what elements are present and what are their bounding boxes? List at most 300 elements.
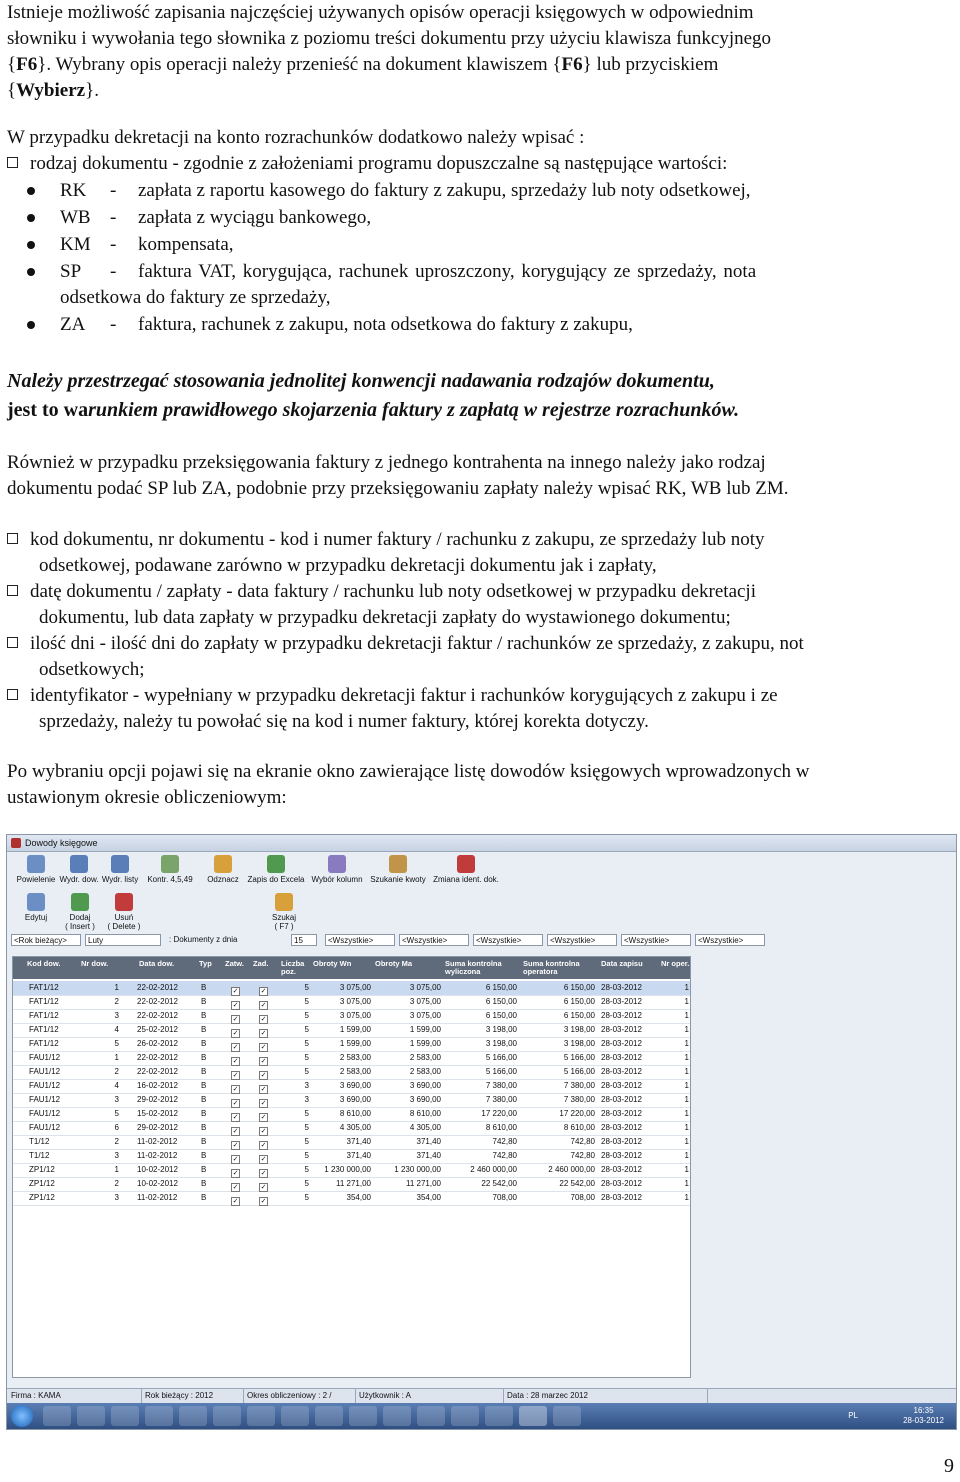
code-row-sp-continued: odsetkowa do faktury ze sprzedaży,: [60, 287, 331, 308]
table-cell: 1: [684, 1137, 689, 1146]
table-cell: 5 166,00: [563, 1067, 595, 1076]
taskbar-app-icon[interactable]: [43, 1406, 71, 1426]
table-cell: 1: [684, 1039, 689, 1048]
toolbar-button-icon: [111, 855, 129, 873]
table-cell: 2 583,00: [409, 1053, 441, 1062]
table-cell: ZP1/12: [29, 1165, 55, 1174]
table-cell: FAT1/12: [29, 1011, 59, 1020]
table-cell: 6 150,00: [563, 1011, 595, 1020]
table-row[interactable]: [13, 1051, 690, 1066]
table-row[interactable]: [13, 1107, 690, 1122]
window-title: Dowody księgowe: [25, 838, 98, 848]
taskbar-clock[interactable]: [903, 1406, 944, 1426]
table-row[interactable]: [13, 1093, 690, 1108]
action-button-label: Dodaj: [69, 913, 91, 922]
start-button-icon[interactable]: [11, 1405, 33, 1427]
rebooking-line-1: Również w przypadku przeksięgowania faktury z jednego kontrahenta na innego należy jako rodzaj: [7, 452, 766, 473]
table-cell: B: [201, 1053, 207, 1062]
table-cell: 5: [304, 1151, 309, 1160]
table-cell: 28-03-2012: [601, 983, 642, 992]
table-cell: 5: [304, 1109, 309, 1118]
filter-dropdown[interactable]: <Wszystkie>: [325, 934, 395, 946]
app-icon: [11, 838, 21, 848]
table-cell: 5: [304, 1165, 309, 1174]
table-cell: FAU1/12: [29, 1053, 61, 1062]
column-header[interactable]: Suma kontrolna operatora: [523, 959, 580, 976]
table-cell: 5 166,00: [485, 1053, 517, 1062]
table-cell: B: [201, 1179, 207, 1188]
toolbar-button-label: Wydr. listy: [101, 875, 139, 884]
table-cell: 1: [114, 1165, 119, 1174]
table-cell: 28-03-2012: [601, 1011, 642, 1020]
taskbar-app-icon[interactable]: [315, 1406, 343, 1426]
table-cell: 5: [304, 1039, 309, 1048]
table-cell: 1: [684, 1067, 689, 1076]
table-cell: 5: [304, 1025, 309, 1034]
column-header[interactable]: Zatw.: [225, 959, 244, 968]
clock-time: 16:35: [913, 1406, 934, 1415]
table-cell: 6 150,00: [563, 997, 595, 1006]
table-cell: 5: [304, 1123, 309, 1132]
toolbar-button-3[interactable]: [99, 855, 141, 884]
taskbar-word-icon[interactable]: [553, 1406, 581, 1426]
taskbar-active-app-icon[interactable]: [519, 1406, 547, 1426]
column-header[interactable]: Kod dow.: [27, 959, 61, 968]
toolbar-button-label: Powielenie: [16, 875, 56, 884]
approved-checkbox[interactable]: ✓: [232, 1114, 239, 1121]
table-cell: 3: [304, 1081, 309, 1090]
action-button-2[interactable]: [59, 893, 101, 931]
table-cell: 5: [304, 1067, 309, 1076]
column-header[interactable]: Suma kontrolna wyliczona: [445, 959, 502, 976]
approved-checkbox[interactable]: ✓: [232, 988, 239, 995]
table-cell: 22-02-2012: [137, 1067, 178, 1076]
column-header[interactable]: Zad.: [253, 959, 269, 968]
table-row[interactable]: [13, 1079, 690, 1094]
table-cell: 1 599,00: [409, 1025, 441, 1034]
table-cell: B: [201, 1193, 207, 1202]
table-cell: B: [201, 1123, 207, 1132]
table-cell: 5: [304, 1137, 309, 1146]
task-checkbox[interactable]: ✓: [260, 1086, 267, 1093]
table-cell: 7 380,00: [485, 1095, 517, 1104]
filter-dropdown[interactable]: 15: [291, 934, 317, 946]
intro-line-2: słowniku i wywołania tego słownika z poziomu treści dokumentu przy użyciu klawisza funkcyjnego: [7, 28, 772, 49]
approved-checkbox[interactable]: ✓: [232, 1184, 239, 1191]
table-cell: 4 305,00: [409, 1123, 441, 1132]
taskbar-app-icon[interactable]: [451, 1406, 479, 1426]
filter-dropdown[interactable]: <Rok bieżący>: [11, 934, 81, 946]
table-cell: 1 599,00: [339, 1025, 371, 1034]
warning-line-2: jest to warunkiem prawidłowego skojarzenia faktury z zapłatą w rejestrze rozrachunków.: [7, 399, 740, 421]
taskbar-app-icon[interactable]: [247, 1406, 275, 1426]
table-row[interactable]: [13, 1023, 690, 1038]
task-checkbox[interactable]: ✓: [260, 1128, 267, 1135]
table-cell: 28-03-2012: [601, 1193, 642, 1202]
toolbar-button-label: Szukanie kwoty: [370, 875, 426, 884]
field-item-continued: sprzedaży, należy tu powołać się na kod i numer faktury, której korekta dotyczy.: [39, 711, 649, 732]
checkbox-bullet-icon: [7, 533, 18, 544]
approved-checkbox[interactable]: ✓: [232, 1058, 239, 1065]
table-cell: 354,00: [346, 1193, 371, 1202]
accounting-documents-window: [6, 834, 957, 1430]
taskbar-app-icon[interactable]: [281, 1406, 309, 1426]
table-cell: 16-02-2012: [137, 1081, 178, 1090]
field-item-continued: odsetkowej, podawane zarówno w przypadku dekretacji dokumentu jak i zapłaty,: [39, 555, 657, 576]
table-row[interactable]: [13, 981, 690, 996]
bullet-icon: [27, 241, 35, 249]
table-cell: 5: [304, 1179, 309, 1188]
table-cell: 1: [684, 1053, 689, 1062]
table-cell: 8 610,00: [485, 1123, 517, 1132]
column-header[interactable]: Obroty Wn: [313, 959, 352, 968]
toolbar-button-5[interactable]: [201, 855, 245, 884]
table-cell: 29-02-2012: [137, 1095, 178, 1104]
approved-checkbox[interactable]: ✓: [232, 1170, 239, 1177]
table-cell: 7 380,00: [485, 1081, 517, 1090]
column-header[interactable]: Obroty Ma: [375, 959, 413, 968]
toolbar-button-2[interactable]: [59, 855, 99, 884]
table-cell: 6 150,00: [485, 997, 517, 1006]
status-field: Data : 28 marzec 2012: [503, 1389, 708, 1403]
taskbar-app-icon[interactable]: [383, 1406, 411, 1426]
table-row[interactable]: [13, 1191, 690, 1206]
approved-checkbox[interactable]: ✓: [232, 1198, 239, 1205]
table-cell: 2: [114, 1067, 119, 1076]
table-cell: 1: [684, 1151, 689, 1160]
table-cell: 5: [304, 1193, 309, 1202]
action-button-label: Edytuj: [24, 913, 48, 922]
table-cell: T1/12: [29, 1151, 50, 1160]
table-cell: 4: [114, 1025, 119, 1034]
toolbar-button-icon: [457, 855, 475, 873]
toolbar-button-icon: [27, 855, 45, 873]
approved-checkbox[interactable]: ✓: [232, 1100, 239, 1107]
filter-dropdown[interactable]: <Wszystkie>: [473, 934, 543, 946]
task-checkbox[interactable]: ✓: [260, 1184, 267, 1191]
table-cell: 3 690,00: [409, 1095, 441, 1104]
table-cell: 1: [684, 1165, 689, 1174]
table-cell: FAT1/12: [29, 1039, 59, 1048]
table-cell: 1 230 000,00: [394, 1165, 441, 1174]
table-cell: 22-02-2012: [137, 1053, 178, 1062]
intro-line-3: {F6}. Wybrany opis operacji należy przenieść na dokument klawiszem {F6} lub przyciskiem: [7, 54, 719, 75]
table-cell: B: [201, 1151, 207, 1160]
field-item-continued: odsetkowych;: [39, 659, 145, 680]
table-row[interactable]: [13, 1163, 690, 1178]
column-header[interactable]: Data zapisu: [601, 959, 643, 968]
table-cell: 1: [684, 1025, 689, 1034]
table-cell: 708,00: [570, 1193, 595, 1202]
approved-checkbox[interactable]: ✓: [232, 1002, 239, 1009]
toolbar-button-1[interactable]: [15, 855, 57, 884]
action-button-3[interactable]: [103, 893, 145, 931]
toolbar-button-9[interactable]: [431, 855, 501, 884]
task-checkbox[interactable]: ✓: [260, 1198, 267, 1205]
table-cell: 28-03-2012: [601, 1095, 642, 1104]
table-cell: 1 599,00: [339, 1039, 371, 1048]
table-cell: 3 198,00: [485, 1039, 517, 1048]
rebooking-line-2: dokumentu podać SP lub ZA, podobnie przy przeksięgowaniu zapłaty należy wpisać RK, WB lub ZM.: [7, 478, 789, 499]
bullet-icon: [27, 268, 35, 276]
table-cell: 2 583,00: [339, 1053, 371, 1062]
table-cell: 10-02-2012: [137, 1165, 178, 1174]
table-cell: 1: [684, 1081, 689, 1090]
action-button-shortcut: ( Delete ): [107, 922, 141, 931]
field-item: datę dokumentu / zapłaty - data faktury / rachunku lub noty odsetkowej w przypadku dekretacji: [7, 579, 953, 605]
taskbar-app-icon[interactable]: [111, 1406, 139, 1426]
filter-dropdown[interactable]: <Wszystkie>: [695, 934, 765, 946]
checkbox-bullet-icon: [7, 637, 18, 648]
table-cell: FAU1/12: [29, 1081, 61, 1090]
toolbar-button-icon: [389, 855, 407, 873]
grid-header: [13, 957, 690, 979]
task-checkbox[interactable]: ✓: [260, 1114, 267, 1121]
table-cell: 28-03-2012: [601, 1039, 642, 1048]
task-checkbox[interactable]: ✓: [260, 1072, 267, 1079]
approved-checkbox[interactable]: ✓: [232, 1030, 239, 1037]
column-header[interactable]: Typ: [199, 959, 212, 968]
table-cell: 3 690,00: [339, 1095, 371, 1104]
table-cell: 742,80: [570, 1151, 595, 1160]
table-cell: 3 075,00: [409, 983, 441, 992]
taskbar-app-icon[interactable]: [485, 1406, 513, 1426]
page-number: 9: [944, 1455, 954, 1477]
task-checkbox[interactable]: ✓: [260, 1170, 267, 1177]
table-cell: 3: [114, 1011, 119, 1020]
status-field: Firma : KAMA: [7, 1389, 142, 1403]
task-checkbox[interactable]: ✓: [260, 1058, 267, 1065]
approved-checkbox[interactable]: ✓: [232, 1086, 239, 1093]
table-cell: 1: [684, 1123, 689, 1132]
checkbox-bullet-icon: [7, 157, 18, 168]
table-cell: 6 150,00: [485, 983, 517, 992]
convention-warning: [7, 367, 953, 425]
filter-dropdown[interactable]: <Wszystkie>: [399, 934, 469, 946]
table-cell: 11 271,00: [406, 1179, 441, 1188]
task-checkbox[interactable]: ✓: [260, 1044, 267, 1051]
toolbar-button-icon: [267, 855, 285, 873]
table-row[interactable]: [13, 1177, 690, 1192]
table-cell: 6 150,00: [563, 983, 595, 992]
table-cell: 10-02-2012: [137, 1179, 178, 1188]
table-cell: 8 610,00: [409, 1109, 441, 1118]
table-cell: 28-03-2012: [601, 1053, 642, 1062]
filter-dropdown[interactable]: <Wszystkie>: [547, 934, 617, 946]
table-cell: 7 380,00: [563, 1095, 595, 1104]
approved-checkbox[interactable]: ✓: [232, 1072, 239, 1079]
table-cell: T1/12: [29, 1137, 50, 1146]
table-cell: 11-02-2012: [137, 1137, 178, 1146]
toolbar-button-icon: [161, 855, 179, 873]
taskbar-app-icon[interactable]: [213, 1406, 241, 1426]
table-cell: 708,00: [492, 1193, 517, 1202]
table-cell: FAT1/12: [29, 983, 59, 992]
table-cell: 28-03-2012: [601, 1109, 642, 1118]
table-cell: 742,80: [492, 1151, 517, 1160]
table-cell: 371,40: [346, 1137, 371, 1146]
table-cell: 2 583,00: [339, 1067, 371, 1076]
toolbar-button-4[interactable]: [142, 855, 198, 884]
documents-grid: [12, 956, 691, 1378]
taskbar-app-icon[interactable]: [349, 1406, 377, 1426]
filter-dropdown[interactable]: Luty: [85, 934, 161, 946]
taskbar-app-icon[interactable]: [417, 1406, 445, 1426]
table-cell: 1: [684, 1109, 689, 1118]
toolbar-button-icon: [328, 855, 346, 873]
approved-checkbox[interactable]: ✓: [232, 1128, 239, 1135]
table-row[interactable]: [13, 995, 690, 1010]
table-cell: 5: [304, 1011, 309, 1020]
table-cell: 6: [114, 1123, 119, 1132]
approved-checkbox[interactable]: ✓: [232, 1016, 239, 1023]
task-checkbox[interactable]: ✓: [260, 988, 267, 995]
table-cell: 25-02-2012: [137, 1025, 178, 1034]
table-cell: 28-03-2012: [601, 1067, 642, 1076]
task-checkbox[interactable]: ✓: [260, 1030, 267, 1037]
table-cell: 28-03-2012: [601, 1081, 642, 1090]
approved-checkbox[interactable]: ✓: [232, 1142, 239, 1149]
table-cell: 28-03-2012: [601, 1123, 642, 1132]
table-cell: B: [201, 1039, 207, 1048]
table-cell: 22-02-2012: [137, 983, 178, 992]
bullet-icon: [27, 187, 35, 195]
column-header[interactable]: Liczba poz.: [281, 959, 305, 976]
table-row[interactable]: [13, 1121, 690, 1136]
table-cell: 5: [114, 1039, 119, 1048]
table-cell: 5: [304, 983, 309, 992]
table-row[interactable]: [13, 1065, 690, 1080]
taskbar-app-icon[interactable]: [179, 1406, 207, 1426]
toolbar-button-label: Wydr. dow.: [59, 875, 99, 884]
table-cell: 354,00: [416, 1193, 441, 1202]
table-cell: 4: [114, 1081, 119, 1090]
column-header[interactable]: Nr oper.: [661, 959, 690, 968]
table-cell: 17 220,00: [481, 1109, 517, 1118]
table-cell: 5: [114, 1109, 119, 1118]
action-button-1[interactable]: [15, 893, 57, 922]
table-cell: 1 599,00: [409, 1039, 441, 1048]
table-cell: 5: [304, 997, 309, 1006]
toolbar-button-icon: [70, 855, 88, 873]
date-filter-label: : Dokumenty z dnia: [169, 935, 238, 944]
table-cell: 3 075,00: [409, 997, 441, 1006]
table-cell: 5 166,00: [485, 1067, 517, 1076]
table-cell: 28-03-2012: [601, 1179, 642, 1188]
table-cell: 7 380,00: [563, 1081, 595, 1090]
table-row[interactable]: [13, 1135, 690, 1150]
table-cell: 28-03-2012: [601, 1151, 642, 1160]
table-cell: 3: [114, 1193, 119, 1202]
action-button-icon: [275, 893, 293, 911]
table-cell: 2: [114, 997, 119, 1006]
toolbar-button-8[interactable]: [369, 855, 427, 884]
decree-intro: W przypadku dekretacji na konto rozrachunków dodatkowo należy wpisać :: [7, 127, 585, 148]
status-field: Użytkownik : A: [355, 1389, 504, 1403]
table-cell: 5 166,00: [563, 1053, 595, 1062]
intro-paragraph: [7, 0, 953, 104]
table-cell: FAU1/12: [29, 1123, 61, 1132]
table-cell: 371,40: [416, 1151, 441, 1160]
table-cell: B: [201, 997, 207, 1006]
table-cell: 1: [684, 997, 689, 1006]
window-titlebar: [7, 835, 956, 852]
table-cell: 22-02-2012: [137, 997, 178, 1006]
task-checkbox[interactable]: ✓: [260, 1002, 267, 1009]
window-description: [7, 759, 953, 811]
task-checkbox[interactable]: ✓: [260, 1156, 267, 1163]
table-row[interactable]: [13, 1009, 690, 1024]
table-cell: 742,80: [492, 1137, 517, 1146]
language-indicator[interactable]: PL: [848, 1411, 858, 1420]
table-cell: 1: [684, 1179, 689, 1188]
decree-item-document-type: rodzaj dokumentu - zgodnie z założeniami programu dopuszczalne są następujące wartości:: [7, 151, 953, 177]
table-cell: 3 198,00: [485, 1025, 517, 1034]
column-header[interactable]: Data dow.: [139, 959, 175, 968]
table-cell: 1: [684, 983, 689, 992]
column-header[interactable]: Nr dow.: [81, 959, 109, 968]
table-cell: 22 542,00: [481, 1179, 517, 1188]
approved-checkbox[interactable]: ✓: [232, 1044, 239, 1051]
table-cell: B: [201, 1109, 207, 1118]
action-button-icon: [115, 893, 133, 911]
action-button-4[interactable]: [263, 893, 305, 931]
status-field: Okres obliczeniowy : 2 /: [243, 1389, 356, 1403]
table-cell: FAT1/12: [29, 997, 59, 1006]
field-item: ilość dni - ilość dni do zapłaty w przypadku dekretacji faktur / rachunków ze sprzedaży, z zakupu, not: [7, 631, 953, 657]
toolbar-button-6[interactable]: [247, 855, 305, 884]
toolbar-button-7[interactable]: [309, 855, 365, 884]
table-cell: 3 075,00: [339, 997, 371, 1006]
task-checkbox[interactable]: ✓: [260, 1016, 267, 1023]
field-item-continued: dokumentu, lub data zapłaty w przypadku dekretacji zapłaty do wystawionego dokumentu;: [39, 607, 731, 628]
filter-dropdown[interactable]: <Wszystkie>: [621, 934, 691, 946]
field-item: identyfikator - wypełniany w przypadku dekretacji faktur i rachunków korygujących z zakupu i ze: [7, 683, 953, 709]
intro-line-4: {Wybierz}.: [7, 80, 99, 101]
table-cell: 22-02-2012: [137, 1011, 178, 1020]
table-row[interactable]: [13, 1149, 690, 1164]
task-checkbox[interactable]: ✓: [260, 1142, 267, 1149]
table-row[interactable]: [13, 1037, 690, 1052]
table-cell: 26-02-2012: [137, 1039, 178, 1048]
toolbar-button-label: Wybór kolumn: [311, 875, 363, 884]
approved-checkbox[interactable]: ✓: [232, 1156, 239, 1163]
table-cell: 3 198,00: [563, 1025, 595, 1034]
table-cell: 3 075,00: [339, 983, 371, 992]
table-cell: 1: [114, 1053, 119, 1062]
field-item: kod dokumentu, nr dokumentu - kod i numer faktury / rachunku z zakupu, ze sprzedaży lub noty: [7, 527, 953, 553]
table-cell: 8 610,00: [563, 1123, 595, 1132]
bullet-icon: [27, 214, 35, 222]
table-cell: 3: [114, 1151, 119, 1160]
table-cell: FAT1/12: [29, 1025, 59, 1034]
table-cell: 371,40: [346, 1151, 371, 1160]
table-cell: 28-03-2012: [601, 1165, 642, 1174]
table-cell: 1: [114, 983, 119, 992]
table-cell: 11-02-2012: [137, 1193, 178, 1202]
toolbar-button-label: Zmiana ident. dok.: [433, 875, 499, 884]
taskbar-app-icon[interactable]: [145, 1406, 173, 1426]
table-cell: 371,40: [416, 1137, 441, 1146]
task-checkbox[interactable]: ✓: [260, 1100, 267, 1107]
toolbar-button-label: Zapis do Excela: [247, 875, 305, 884]
table-cell: ZP1/12: [29, 1193, 55, 1202]
table-cell: 28-03-2012: [601, 997, 642, 1006]
table-cell: 29-02-2012: [137, 1123, 178, 1132]
table-cell: 22 542,00: [559, 1179, 595, 1188]
taskbar-app-icon[interactable]: [77, 1406, 105, 1426]
table-cell: 1: [684, 1011, 689, 1020]
